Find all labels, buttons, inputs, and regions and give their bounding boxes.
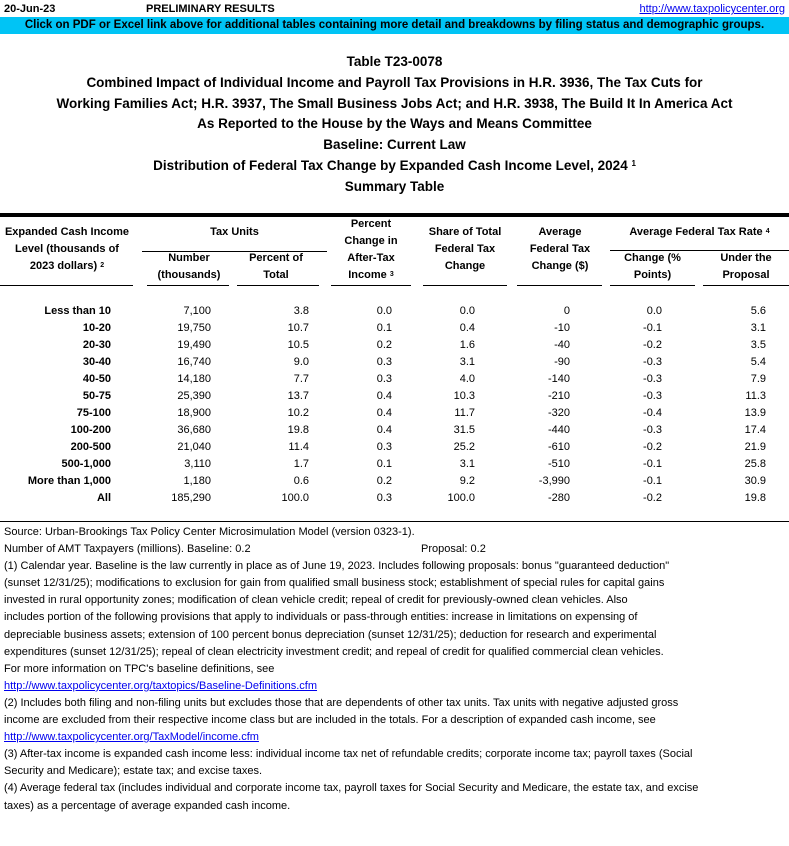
col-header-avg-change: Average Federal Tax Change ($): [529, 226, 591, 272]
title-line-3: As Reported to the House by the Ways and Means Committee: [197, 116, 592, 132]
footnote-3: (3) After-tax income is expanded cash income less: individual income tax net of refundable credits; corporate income tax; payroll taxes (Social: [4, 748, 693, 761]
summary-title: Summary Table: [344, 178, 445, 194]
top-bar: [0, 0, 789, 18]
footnotes: Source: Urban-Brookings Tax Policy Center Microsimulation Model (version 0323-1). Number of AMT Taxpayers (millions). Baseline: 0.2 Proposal: 0.2 (1) Calendar year. Baseline is the law currently in place as of June 19, 2023. Includes following proposals: bonus "guaranteed deduction" (sunset 12/31/25); modifications to exclusion for gain from qualified small business stock; establishment of special rules for capital gains invested in rural opportunity zones; modification of clean vehicle credit; repeal of credit for previously-owned clean vehicles. Also includes portion of the following provisions that apply to individuals or pass-through entities: increase in limitations on expensing of depreciable business assets; extension of 100 percent bonus depreciation (sunset 12/31/25); deduction for research and experimental expenditures (sunset 12/31/25); repeal of clean electricity investment credit; and repeal of credit for qualified commercial clean vehicles. For more information on TPC's baseline definitions, see http://www.taxpolicycenter.org/taxtopics/Baseline-Definitions.cfm (2) Includes both filing and non-filing units but excludes those that are dependents of other tax units. Tax units with negative adjusted gross income are excluded from their respective income class but are included in the totals. For a description of expanded cash income, see http://www.taxpolicycenter.org/TaxModel/income.cfm (3) After-tax income is expanded cash income less: individual income tax net of refundable credits; corporate income tax; payroll taxes (Social Security and Medicare); estate tax; and excise taxes. (4) Average federal tax (includes individual and corporate income tax, payroll taxes for Social Security and Medicare, the estate tax, and excise taxes) as a percentage of average expanded cash income.: [4, 524, 789, 815]
title-line-1: Combined Impact of Individual Income and Payroll Tax Provisions in H.R. 3936, The Tax Cuts for: [86, 74, 703, 90]
avg-change-underline: [517, 285, 602, 286]
table-row: 200-500 21,040 11.4 0.3 25.2 -610 -0.2 21.9: [70, 441, 766, 453]
table-row: 10-20 19,750 10.7 0.1 0.4 -10 -0.1 3.1: [82, 322, 766, 334]
source-note: Source: Urban-Brookings Tax Policy Center Microsimulation Model (version 0323-1).: [4, 526, 415, 538]
table-row: 100-200 36,680 19.8 0.4 31.5 -440 -0.3 17.4: [70, 424, 766, 436]
tpc-link[interactable]: http://www.taxpolicycenter.org: [639, 3, 785, 15]
footnote-4: (4) Average federal tax (includes individual and corporate income tax, payroll taxes for Social Security and Medicare, the estate tax, and excise: [4, 782, 699, 795]
number-underline: [147, 285, 229, 286]
footnote-2: (2) Includes both filing and non-filing units but excludes those that are dependents of other tax units. Tax units with negative adjusted gross: [4, 696, 679, 709]
rate-under-underline: [703, 285, 789, 286]
rate-change-underline: [610, 285, 695, 286]
table-body: [0, 303, 789, 507]
col-header-percent-total: Percent of Total: [249, 252, 303, 281]
table-id: Table T23-0078: [346, 54, 443, 69]
table-row: 40-50 14,180 7.7 0.3 4.0 -140 -0.3 7.9: [82, 373, 766, 385]
status-label: PRELIMINARY RESULTS: [146, 3, 275, 15]
col-header-pct-change: Percent Change in After-Tax Income $^3$: [344, 218, 398, 281]
pct-change-underline: [331, 285, 411, 286]
report-date: 20-Jun-23: [4, 3, 56, 15]
table-row: 30-40 16,740 9.0 0.3 3.1 -90 -0.3 5.4: [82, 356, 766, 368]
table-bottom-rule: [0, 521, 789, 522]
table-row-total: All 185,290 100.0 0.3 100.0 -280 -0.2 19.8: [96, 492, 766, 504]
footnote-ref: 1: [631, 158, 636, 168]
share-underline: [423, 285, 507, 286]
amt-note: Number of AMT Taxpayers (millions). Baseline: 0.2 Proposal: 0.2: [4, 543, 486, 556]
distribution-title: Distribution of Federal Tax Change by Expanded Cash Income Level, 2024 $^1$: [153, 157, 636, 173]
table-row: 75-100 18,900 10.2 0.4 11.7 -320 -0.4 13.9: [76, 407, 766, 419]
table-row: 50-75 25,390 13.7 0.4 10.3 -210 -0.3 11.3: [82, 390, 766, 402]
percent-total-underline: [237, 285, 319, 286]
col-header-number: Number (thousands): [157, 252, 221, 281]
footnote-1: (1) Calendar year. Baseline is the law currently in place as of June 19, 2023. Includes following proposals: bonus "guaranteed deduction": [4, 560, 670, 573]
col-header-rate-under: Under the Proposal: [720, 252, 772, 281]
col-header-avg-rate: Average Federal Tax Rate $^4$: [629, 226, 770, 238]
col-header-share: Share of Total Federal Tax Change: [428, 226, 502, 272]
baseline-title: Baseline: Current Law: [323, 137, 466, 153]
info-banner: Click on PDF or Excel link above for additional tables containing more detail and breakdowns by filing status and demographic groups.: [0, 17, 789, 34]
income-definition-link[interactable]: http://www.taxpolicycenter.org/TaxModel/income.cfm: [4, 731, 259, 744]
title-line-2: Working Families Act; H.R. 3937, The Small Business Jobs Act; and H.R. 3938, The Build It In America Act: [56, 95, 733, 111]
col-header-tax-units: Tax Units: [210, 226, 259, 238]
col-header-income-level: Expanded Cash Income Level (thousands of 2023 dollars) $^2$: [4, 226, 130, 272]
income-level-underline: [0, 285, 133, 286]
table-row: Less than 10 7,100 3.8 0.0 0.0 0 0.0 5.6: [44, 305, 766, 317]
title-block: [0, 52, 789, 198]
table-row: 500-1,000 3,110 1.7 0.1 3.1 -510 -0.1 25.8: [61, 458, 766, 470]
baseline-definitions-link[interactable]: http://www.taxpolicycenter.org/taxtopics/Baseline-Definitions.cfm: [4, 679, 318, 692]
col-header-rate-change: Change (% Points): [624, 252, 681, 281]
table-row: 20-30 19,490 10.5 0.2 1.6 -40 -0.2 3.5: [82, 339, 766, 351]
table-row: More than 1,000 1,180 0.6 0.2 9.2 -3,990 -0.1 30.9: [27, 475, 766, 487]
